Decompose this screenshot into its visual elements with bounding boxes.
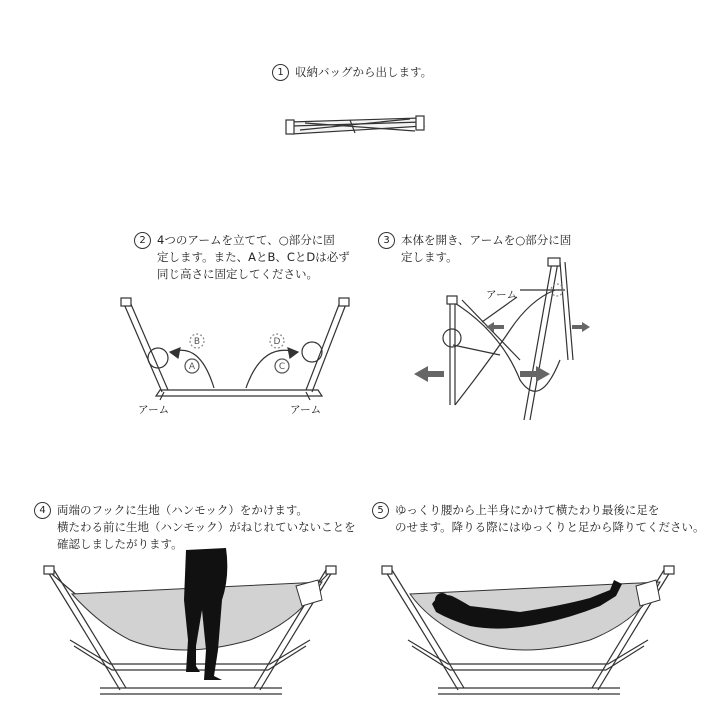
step-3-line-1: 本体を開き、アームを○部分に固 — [401, 233, 572, 247]
step-4-line-2: 横たわる前に生地（ハンモック）がねじれていないことを — [57, 520, 356, 534]
label-b: B — [193, 337, 201, 347]
hammock-standing-illustration — [44, 548, 336, 694]
arm-label-right: アーム — [290, 404, 322, 416]
folded-frame-illustration — [286, 116, 424, 134]
step-2-number: 2 — [134, 232, 151, 249]
arm-label-left: アーム — [138, 404, 170, 416]
step-5-line-2: のせます。降りる際にはゆっくりと足から降りてください。 — [395, 520, 705, 534]
step-4-number: 4 — [34, 502, 51, 519]
step-3-number: 3 — [378, 232, 395, 249]
arm-label-step3: アーム — [486, 289, 518, 301]
step-2-line-1: 4つのアームを立てて、○部分に固 — [157, 233, 335, 247]
label-c: C — [278, 362, 286, 372]
step-1-number: 1 — [272, 64, 289, 81]
direction-arrows — [414, 322, 590, 382]
label-d: D — [273, 337, 281, 347]
step-2-line-2: 定します。また、AとB、CとDは必ず — [157, 250, 350, 264]
step-5-number: 5 — [372, 502, 389, 519]
step-1-line-1: 収納バッグから出します。 — [295, 65, 433, 79]
step-4-line-3: 確認しましたがります。 — [57, 537, 183, 551]
step-3-line-2: 定します。 — [401, 250, 458, 264]
frame-opening-illustration — [443, 258, 573, 420]
step-5-line-1: ゆっくり腰から上半身にかけて横たわり最後に足を — [395, 503, 660, 517]
step-2-line-3: 同じ高さに固定してください。 — [157, 267, 318, 281]
label-a: A — [188, 362, 196, 372]
hammock-lying-illustration — [382, 566, 674, 694]
arm-raising-illustration — [121, 298, 349, 400]
step-4-line-1: 両端のフックに生地（ハンモック）をかけます。 — [57, 503, 308, 517]
